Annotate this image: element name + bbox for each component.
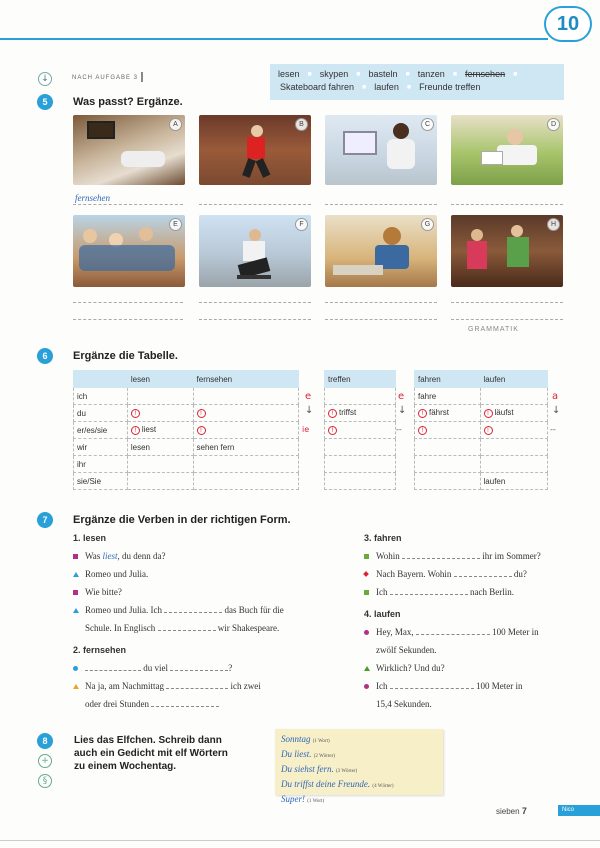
photo-b-running	[199, 115, 311, 185]
example-answer: fernsehen	[75, 193, 110, 203]
sentence-text: Hey, Max,	[376, 627, 414, 637]
pronoun-cell: wir	[74, 439, 128, 456]
sentence-text: Nach Bayern. Wohin	[376, 569, 452, 579]
plus-icon: +	[38, 754, 52, 768]
sentence-text: Wohin	[376, 551, 400, 561]
note-text: Super!	[281, 794, 305, 804]
table-header: lesen	[127, 371, 193, 388]
photo-letter: A	[169, 118, 182, 131]
answer-line	[325, 302, 437, 303]
header-rule	[0, 38, 548, 40]
page-number-badge: 10	[544, 6, 592, 42]
word-item: Skateboard fahren	[280, 82, 355, 92]
photo-h-dancing	[451, 215, 563, 287]
sentence-text: Wirklich? Und du?	[376, 663, 445, 673]
word-item: Freunde treffen	[419, 82, 481, 92]
photo-letter: H	[547, 218, 560, 231]
section-title: 3. fahren	[364, 533, 402, 543]
mark-icon: !	[484, 409, 493, 418]
exercise-title: Was passt? Ergänze.	[73, 96, 183, 108]
grammatik-label: GRAMMATIK	[468, 326, 519, 333]
pronoun-cell: du	[74, 405, 128, 422]
pronoun-cell: sie/Sie	[74, 473, 128, 490]
photo-letter: B	[295, 118, 308, 131]
mark-icon: !	[328, 426, 337, 435]
arrow-down-icon: ↓	[38, 72, 52, 86]
note-text: Du triffst deine Freunde.	[281, 779, 371, 789]
pronoun-cell: er/es/sie	[74, 422, 128, 439]
exercise-number: 5	[37, 94, 53, 110]
answer-line	[73, 204, 183, 205]
sentence-text: du viel	[143, 663, 168, 673]
answer-line	[73, 302, 183, 303]
mark-icon: !	[131, 409, 140, 418]
table-header: treffen	[325, 371, 396, 388]
word-box	[270, 64, 564, 100]
no-change-dash: --	[550, 425, 556, 434]
bottom-rule	[0, 840, 600, 841]
note-text: Du liest.	[281, 749, 312, 759]
sentence-text: oder drei Stunden	[85, 699, 149, 709]
word-item: laufen	[374, 82, 399, 92]
word-count: (4 Wörter)	[372, 784, 394, 789]
vowel-change-label: e	[398, 391, 405, 402]
sentence-text: wir Shakespeare.	[217, 623, 280, 633]
mark-icon: !	[197, 426, 206, 435]
gap-input[interactable]	[390, 586, 468, 595]
exercise-8-instructions	[74, 734, 228, 773]
pronoun-cell: ihr	[74, 456, 128, 473]
exercise-7-left	[73, 533, 343, 713]
table-cell: fährst	[429, 408, 450, 418]
sentence-text: 100 Meter in	[476, 681, 523, 691]
word-count: (1 Wort)	[307, 799, 325, 804]
exercise-number: 6	[37, 348, 53, 364]
table-cell: lesen	[127, 439, 193, 456]
exercise-7-right	[364, 533, 574, 713]
exercise-number: 8	[37, 733, 53, 749]
sentence-text: ihr im Sommer?	[482, 551, 541, 561]
sentence-text: , du denn da?	[117, 551, 166, 561]
sentence-text: zwölf Sekunden.	[376, 645, 437, 655]
note-line	[281, 733, 437, 748]
gap-input[interactable]	[85, 662, 141, 671]
word-item-struck: fernsehen	[465, 69, 506, 79]
table-cell: laufen	[480, 473, 547, 490]
arrow-down-icon: ↓	[398, 405, 407, 416]
photo-a-tv	[73, 115, 185, 185]
sentence-text: Schule. In Englisch	[85, 623, 156, 633]
answer-line	[325, 204, 437, 205]
table-header: fernsehen	[193, 371, 298, 388]
conjugation-table-1	[73, 370, 299, 490]
note-text: Du siehst fern.	[281, 764, 334, 774]
gap-input[interactable]	[166, 680, 228, 689]
section-title: 2. fernsehen	[73, 645, 127, 655]
photo-e-friends	[73, 215, 185, 287]
no-change-dash: --	[396, 425, 402, 434]
note-line	[281, 748, 437, 763]
answer-line	[199, 302, 311, 303]
exercise-number: 7	[37, 512, 53, 528]
answer-line	[451, 319, 563, 320]
instruction-line: Lies das Elfchen. Schreib dann	[74, 735, 222, 746]
photo-letter: C	[421, 118, 434, 131]
arrow-down-icon: ↓	[305, 405, 314, 416]
table-cell: fahre	[415, 388, 481, 405]
page-footer	[496, 806, 527, 816]
footer-name-bar: Nico	[558, 805, 600, 816]
word-box-row-1: lesen ■ skypen ■ basteln ■ tanzen ■ fernsehen ■	[278, 69, 518, 79]
photo-d-reading	[451, 115, 563, 185]
note-line	[281, 793, 437, 808]
word-item: tanzen	[417, 69, 445, 79]
mark-icon: !	[131, 426, 140, 435]
word-box-row-2: Skateboard fahren ■ laufen ■ Freunde treffen	[280, 82, 481, 92]
table-cell: liest	[141, 425, 157, 435]
sentence-text: Ich	[376, 587, 388, 597]
vowel-change-label: e	[305, 391, 312, 402]
sentence-text: Romeo und Julia.	[85, 569, 149, 579]
table-header: fahren	[415, 371, 481, 388]
answer-line	[199, 204, 311, 205]
sentence-text: Na ja, am Nachmittag	[85, 681, 164, 691]
gap-input[interactable]	[158, 622, 216, 631]
footer-word: sieben	[496, 807, 520, 816]
word-item: skypen	[319, 69, 349, 79]
sentence-text: ?	[228, 663, 233, 673]
photo-letter: G	[421, 218, 434, 231]
exercise-title: Ergänze die Tabelle.	[73, 350, 178, 362]
sentence-text: nach Berlin.	[470, 587, 514, 597]
sentence-text: Ich	[376, 681, 388, 691]
conjugation-table-2	[324, 370, 396, 490]
answer-line	[73, 319, 183, 320]
mark-icon: !	[418, 426, 427, 435]
handwritten-answer: liest	[102, 551, 118, 561]
answer-line	[451, 302, 563, 303]
table-cell: läufst	[494, 408, 514, 418]
instruction-line: auch ein Gedicht mit elf Wörtern	[74, 748, 228, 759]
nach-aufgabe-bar	[141, 72, 143, 82]
gap-input[interactable]	[390, 680, 474, 689]
table-cell: sehen fern	[193, 439, 298, 456]
vowel-change-label: a	[552, 391, 559, 402]
section-title: 1. lesen	[73, 533, 107, 543]
gap-input[interactable]	[170, 662, 228, 671]
note-text: Sonntag	[281, 734, 311, 744]
photo-c-computer	[325, 115, 437, 185]
arrow-down-icon: ↓	[552, 405, 561, 416]
word-count: (2 Wörter)	[313, 754, 335, 759]
answer-line	[451, 204, 563, 205]
vowel-change-label: ie	[302, 425, 310, 434]
gap-input[interactable]	[151, 698, 219, 707]
exercise-title: Ergänze die Verben in der richtigen Form.	[73, 514, 291, 526]
mark-icon: !	[328, 409, 337, 418]
photo-g-crafting	[325, 215, 437, 287]
photo-letter: E	[169, 218, 182, 231]
photo-f-skateboard	[199, 215, 311, 287]
answer-line	[199, 319, 311, 320]
footer-number: 7	[521, 806, 527, 816]
sentence-text: ich zwei	[230, 681, 261, 691]
sentence-text: das Buch für die	[224, 605, 284, 615]
note-line	[281, 763, 437, 778]
mark-icon: !	[484, 426, 493, 435]
elfchen-note	[275, 729, 443, 804]
table-header: laufen	[480, 371, 547, 388]
word-item: lesen	[278, 69, 300, 79]
mark-icon: !	[197, 409, 206, 418]
sentence-text: Was	[85, 551, 101, 561]
paragraph-icon: §	[38, 774, 52, 788]
table-cell: triffst	[339, 408, 357, 418]
mark-icon: !	[418, 409, 427, 418]
sentence-text: du?	[513, 569, 527, 579]
gap-input[interactable]	[454, 568, 512, 577]
note-line	[281, 778, 437, 793]
word-count: (3 Wörter)	[336, 769, 358, 774]
gap-input[interactable]	[164, 604, 222, 613]
pronoun-cell: ich	[74, 388, 128, 405]
sentence-text: Romeo und Julia. Ich	[85, 605, 162, 615]
nach-aufgabe-label: NACH AUFGABE 3	[72, 75, 139, 81]
answer-line	[325, 319, 437, 320]
section-title: 4. laufen	[364, 609, 401, 619]
word-count: (1 Wort)	[312, 739, 330, 744]
conjugation-table-3	[414, 370, 548, 490]
sentence-text: Wie bitte?	[85, 587, 122, 597]
photo-letter: D	[547, 118, 560, 131]
sentence-text: 15,4 Sekunden.	[376, 699, 432, 709]
gap-input[interactable]	[416, 626, 490, 635]
instruction-line: zu einem Wochentag.	[74, 761, 177, 772]
photo-letter: F	[295, 218, 308, 231]
word-item: basteln	[368, 69, 398, 79]
gap-input[interactable]	[402, 550, 480, 559]
sentence-text: 100 Meter in	[492, 627, 539, 637]
